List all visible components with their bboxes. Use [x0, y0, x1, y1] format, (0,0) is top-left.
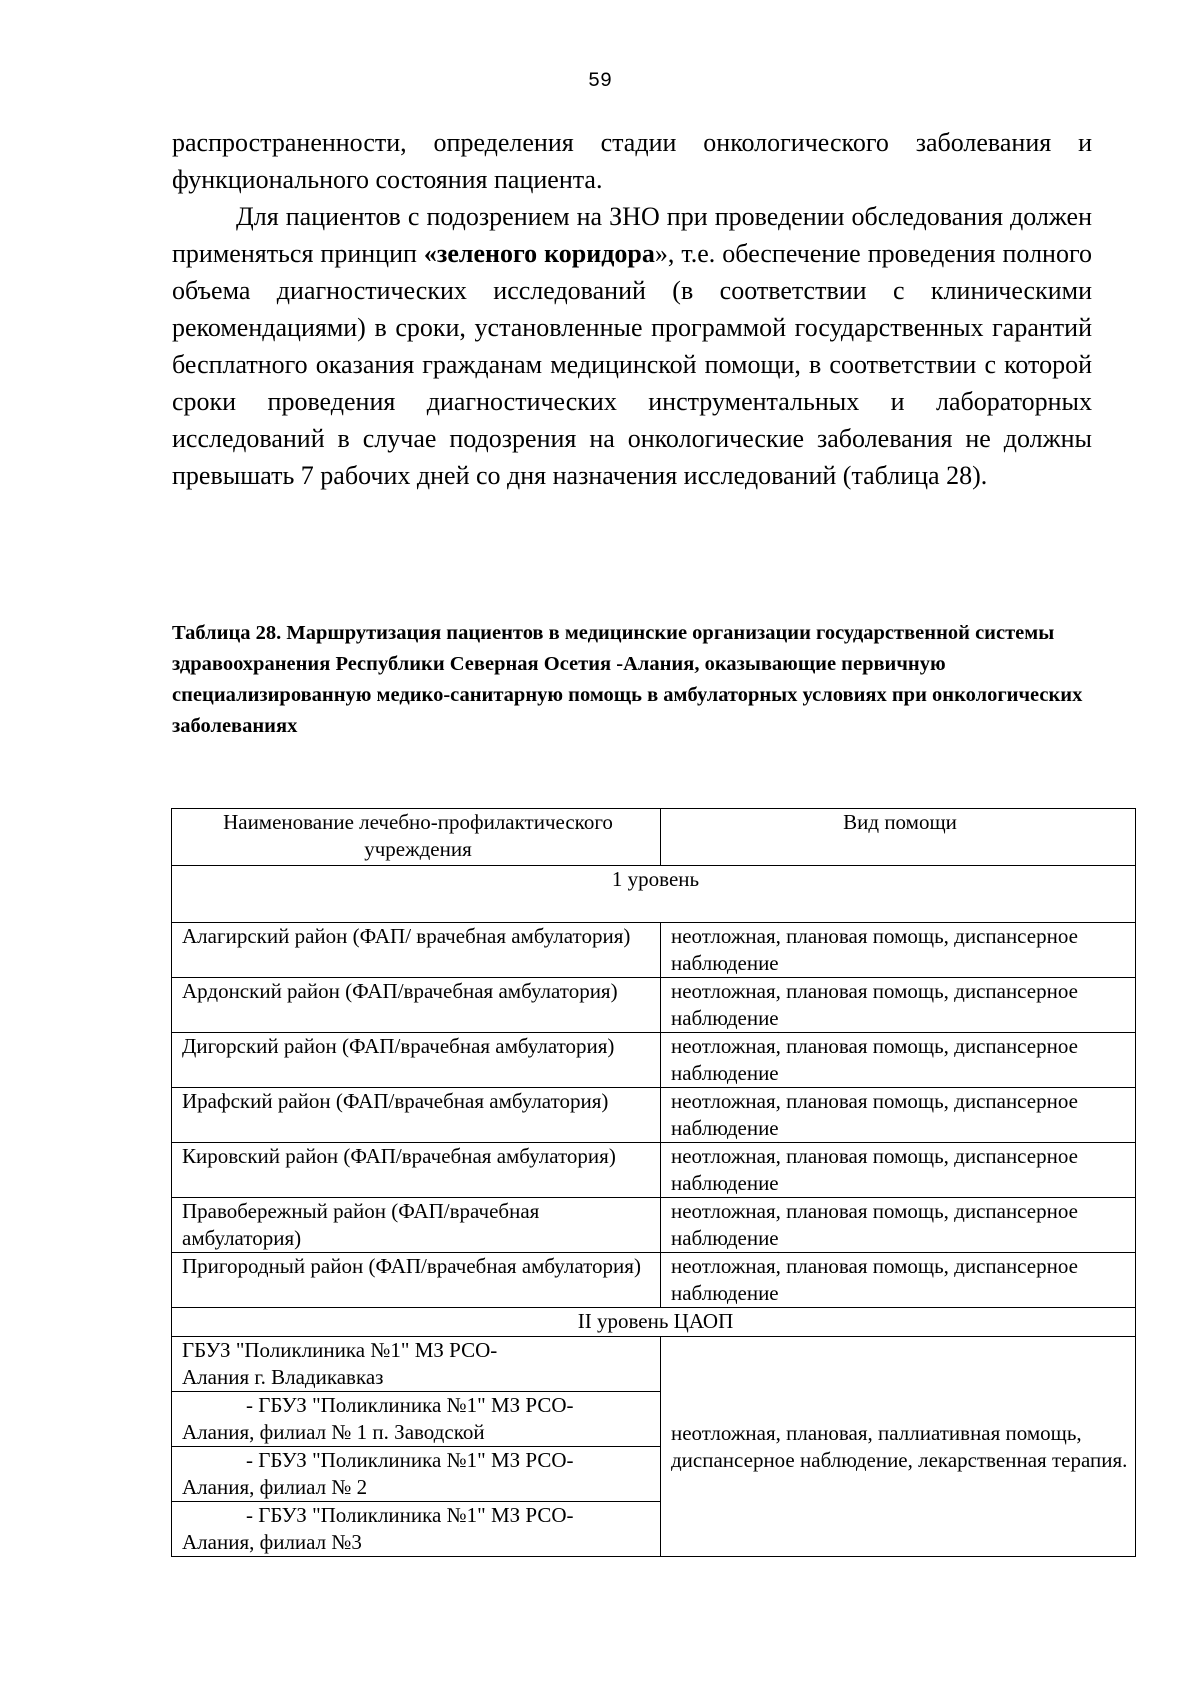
page-number: 59	[587, 70, 612, 93]
branch-institution-cell	[172, 1392, 661, 1447]
level1-heading-row	[172, 866, 1136, 923]
institution-cell: Ардонский район (ФАП/врачебная амбулатория)	[172, 978, 661, 1033]
level2-heading: II уровень ЦАОП	[172, 1308, 1136, 1337]
table-row	[172, 1253, 1136, 1308]
care-cell: неотложная, плановая помощь, диспансерное наблюдение	[661, 978, 1136, 1033]
table-row	[172, 1088, 1136, 1143]
routing-table	[171, 808, 1136, 1557]
care-cell: неотложная, плановая помощь, диспансерное наблюдение	[661, 923, 1136, 978]
paragraph-text-after: », т.е. обеспечение проведения полного объема диагностических исследований (в соответствии с клиническими рекомендациями) в сроки, установленные программой государственных гарантий бесплатного оказания гражданам медицинской помощи, в соответствии с которой сроки проведения диагностических инструментальных и лабораторных исследований в случае подозрения на онкологические заболевания не должны превышать 7 рабочих дней со дня назначения исследований (таблица 28).	[172, 239, 1092, 490]
table-row	[172, 923, 1136, 978]
table-row	[172, 978, 1136, 1033]
paragraph-green-corridor	[172, 198, 1092, 494]
level2-heading-row	[172, 1308, 1136, 1337]
table-row	[172, 1198, 1136, 1253]
level2-care-cell: неотложная, плановая, паллиативная помощь, диспансерное наблюдение, лекарственная терапия.	[661, 1337, 1136, 1557]
table-row	[172, 1033, 1136, 1088]
branch-line1: - ГБУЗ "Поликлиника №1" МЗ РСО-	[246, 1503, 574, 1527]
paragraph-text-before: Для пациентов с подозрением на ЗНО при проведении обследования должен применяться принцип	[172, 202, 1092, 268]
table-caption: Таблица 28. Маршрутизация пациентов в медицинские организации государственной системы здравоохранения Республики Северная Осетия -Алания, оказывающие первичную специализированную медико-санитарную помощь в амбулаторных условиях при онкологических заболеваниях	[172, 622, 1083, 737]
branch-line1: - ГБУЗ "Поликлиника №1" МЗ РСО-	[246, 1393, 574, 1417]
level1-heading: 1 уровень	[172, 866, 1136, 923]
care-cell: неотложная, плановая помощь, диспансерное наблюдение	[661, 1253, 1136, 1308]
institution-cell: Дигорский район (ФАП/врачебная амбулатория)	[172, 1033, 661, 1088]
branch-institution-cell	[172, 1502, 661, 1557]
care-cell: неотложная, плановая помощь, диспансерное наблюдение	[661, 1088, 1136, 1143]
body-text	[172, 124, 1092, 494]
main-institution-line1: ГБУЗ "Поликлиника №1" МЗ РСО-	[182, 1338, 498, 1362]
header-care-type: Вид помощи	[661, 809, 1136, 866]
institution-cell: Правобережный район (ФАП/врачебная амбулатория)	[172, 1198, 661, 1253]
header-institution: Наименование лечебно-профилактического учреждения	[172, 809, 661, 866]
table-header-row	[172, 809, 1136, 866]
main-institution-line2: Алания г. Владикавказ	[182, 1365, 384, 1389]
care-cell: неотложная, плановая помощь, диспансерное наблюдение	[661, 1033, 1136, 1088]
branch-line2: Алания, филиал №3	[182, 1530, 362, 1554]
branch-institution-cell	[172, 1447, 661, 1502]
institution-cell: Алагирский район (ФАП/ врачебная амбулатория)	[172, 923, 661, 978]
branch-line1: - ГБУЗ "Поликлиника №1" МЗ РСО-	[246, 1448, 574, 1472]
institution-cell: Кировский район (ФАП/врачебная амбулатория)	[172, 1143, 661, 1198]
branch-line2: Алания, филиал № 2	[182, 1475, 368, 1499]
branch-line2: Алания, филиал № 1 п. Заводской	[182, 1420, 485, 1444]
care-cell: неотложная, плановая помощь, диспансерное наблюдение	[661, 1143, 1136, 1198]
institution-cell: Пригородный район (ФАП/врачебная амбулатория)	[172, 1253, 661, 1308]
care-cell: неотложная, плановая помощь, диспансерное наблюдение	[661, 1198, 1136, 1253]
table-row	[172, 1337, 1136, 1392]
paragraph-continuation: распространенности, определения стадии онкологического заболевания и функционального состояния пациента.	[172, 128, 1092, 194]
green-corridor-emphasis: «зеленого коридора	[423, 239, 655, 268]
institution-cell: Ирафский район (ФАП/врачебная амбулатория)	[172, 1088, 661, 1143]
table-row	[172, 1143, 1136, 1198]
main-institution-cell	[172, 1337, 661, 1392]
